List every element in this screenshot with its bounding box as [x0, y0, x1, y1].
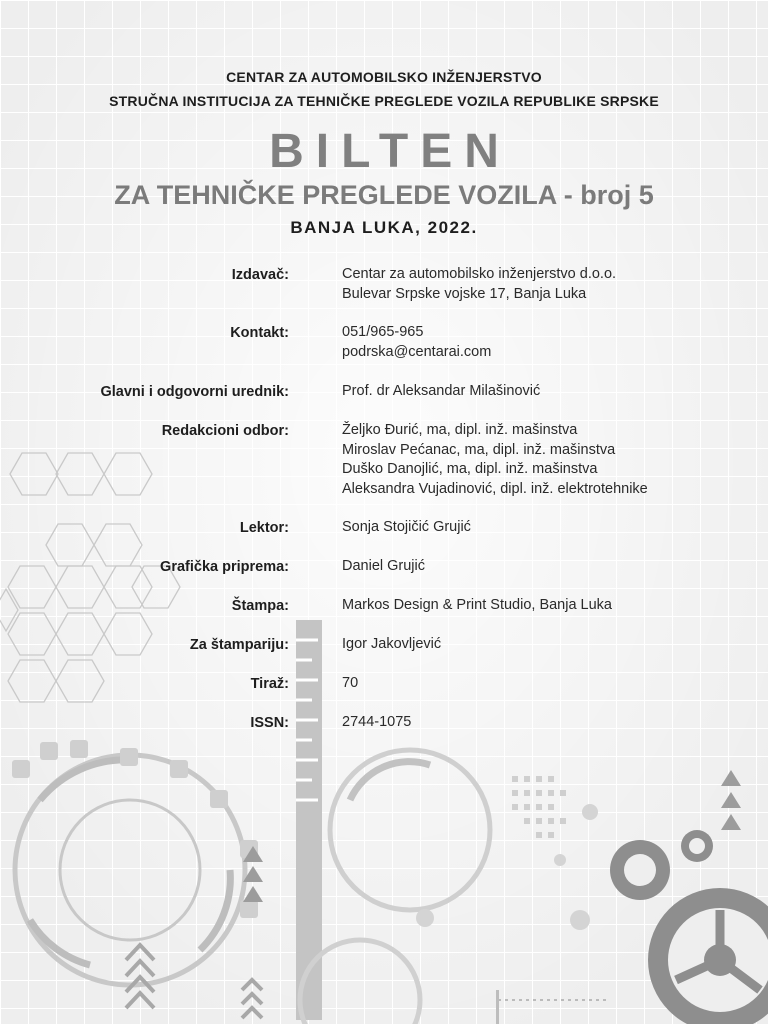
designer-name: Daniel Grujić [342, 558, 425, 574]
colophon-label: ISSN: [250, 715, 289, 731]
bulletin-subtitle: ZA TEHNIČKE PREGLEDE VOZILA - broj 5 [114, 180, 654, 210]
colophon-label: Lektor: [239, 520, 289, 536]
colophon-value [342, 518, 471, 538]
colophon-value [342, 323, 491, 362]
contact-email: podrska@centarai.com [342, 343, 492, 360]
institution-description: STRUČNA INSTITUCIJA ZA TEHNIČKE PREGLEDE VOZILA REPUBLIKE SRPSKE [109, 93, 659, 109]
colophon-label: Glavni i odgovorni urednik: [100, 384, 289, 400]
printer-representative: Igor Jakovljević [342, 636, 442, 652]
colophon-label: Izdavač: [231, 267, 289, 283]
colophon-label: Grafička priprema: [160, 559, 289, 575]
publisher-name: Centar za automobilsko inženjerstvo d.o.o. [342, 266, 617, 282]
proofreader-name: Sonja Stojičić Grujić [342, 519, 471, 535]
place-and-year: BANJA LUKA, 2022. [290, 218, 478, 237]
colophon-value [342, 635, 441, 655]
issn-number: 2744-1075 [342, 714, 412, 730]
editor-name: Prof. dr Aleksandar Milašinović [342, 383, 541, 399]
colophon-label: Štampa: [231, 598, 289, 614]
colophon-value [342, 596, 612, 616]
colophon-value [342, 713, 411, 733]
printer-name: Markos Design & Print Studio, Banja Luka [342, 597, 612, 613]
colophon-value [342, 674, 358, 694]
colophon-value [342, 421, 648, 499]
colophon-label: Za štampariju: [189, 637, 289, 653]
institution-name: CENTAR ZA AUTOMOBILSKO INŽENJERSTVO [226, 69, 542, 85]
board-member: Željko Đurić, ma, dipl. inž. mašinstva [342, 422, 578, 438]
print-run-count: 70 [342, 675, 359, 691]
bulletin-title: BILTEN [269, 125, 511, 178]
colophon-value [342, 557, 425, 577]
board-member: Aleksandra Vujadinović, dipl. inž. elektrotehnike [342, 480, 648, 497]
colophon-label: Tiraž: [250, 676, 289, 692]
colophon-value [342, 265, 616, 304]
contact-phone: 051/965-965 [342, 324, 424, 340]
colophon-label: Kontakt: [230, 325, 289, 341]
publisher-address: Bulevar Srpske vojske 17, Banja Luka [342, 285, 587, 302]
board-member: Duško Danojlić, ma, dipl. inž. mašinstva [342, 461, 598, 477]
board-member: Miroslav Pećanac, ma, dipl. inž. mašinstva [342, 441, 616, 458]
colophon-value [342, 382, 540, 402]
colophon-label: Redakcioni odbor: [161, 423, 289, 439]
